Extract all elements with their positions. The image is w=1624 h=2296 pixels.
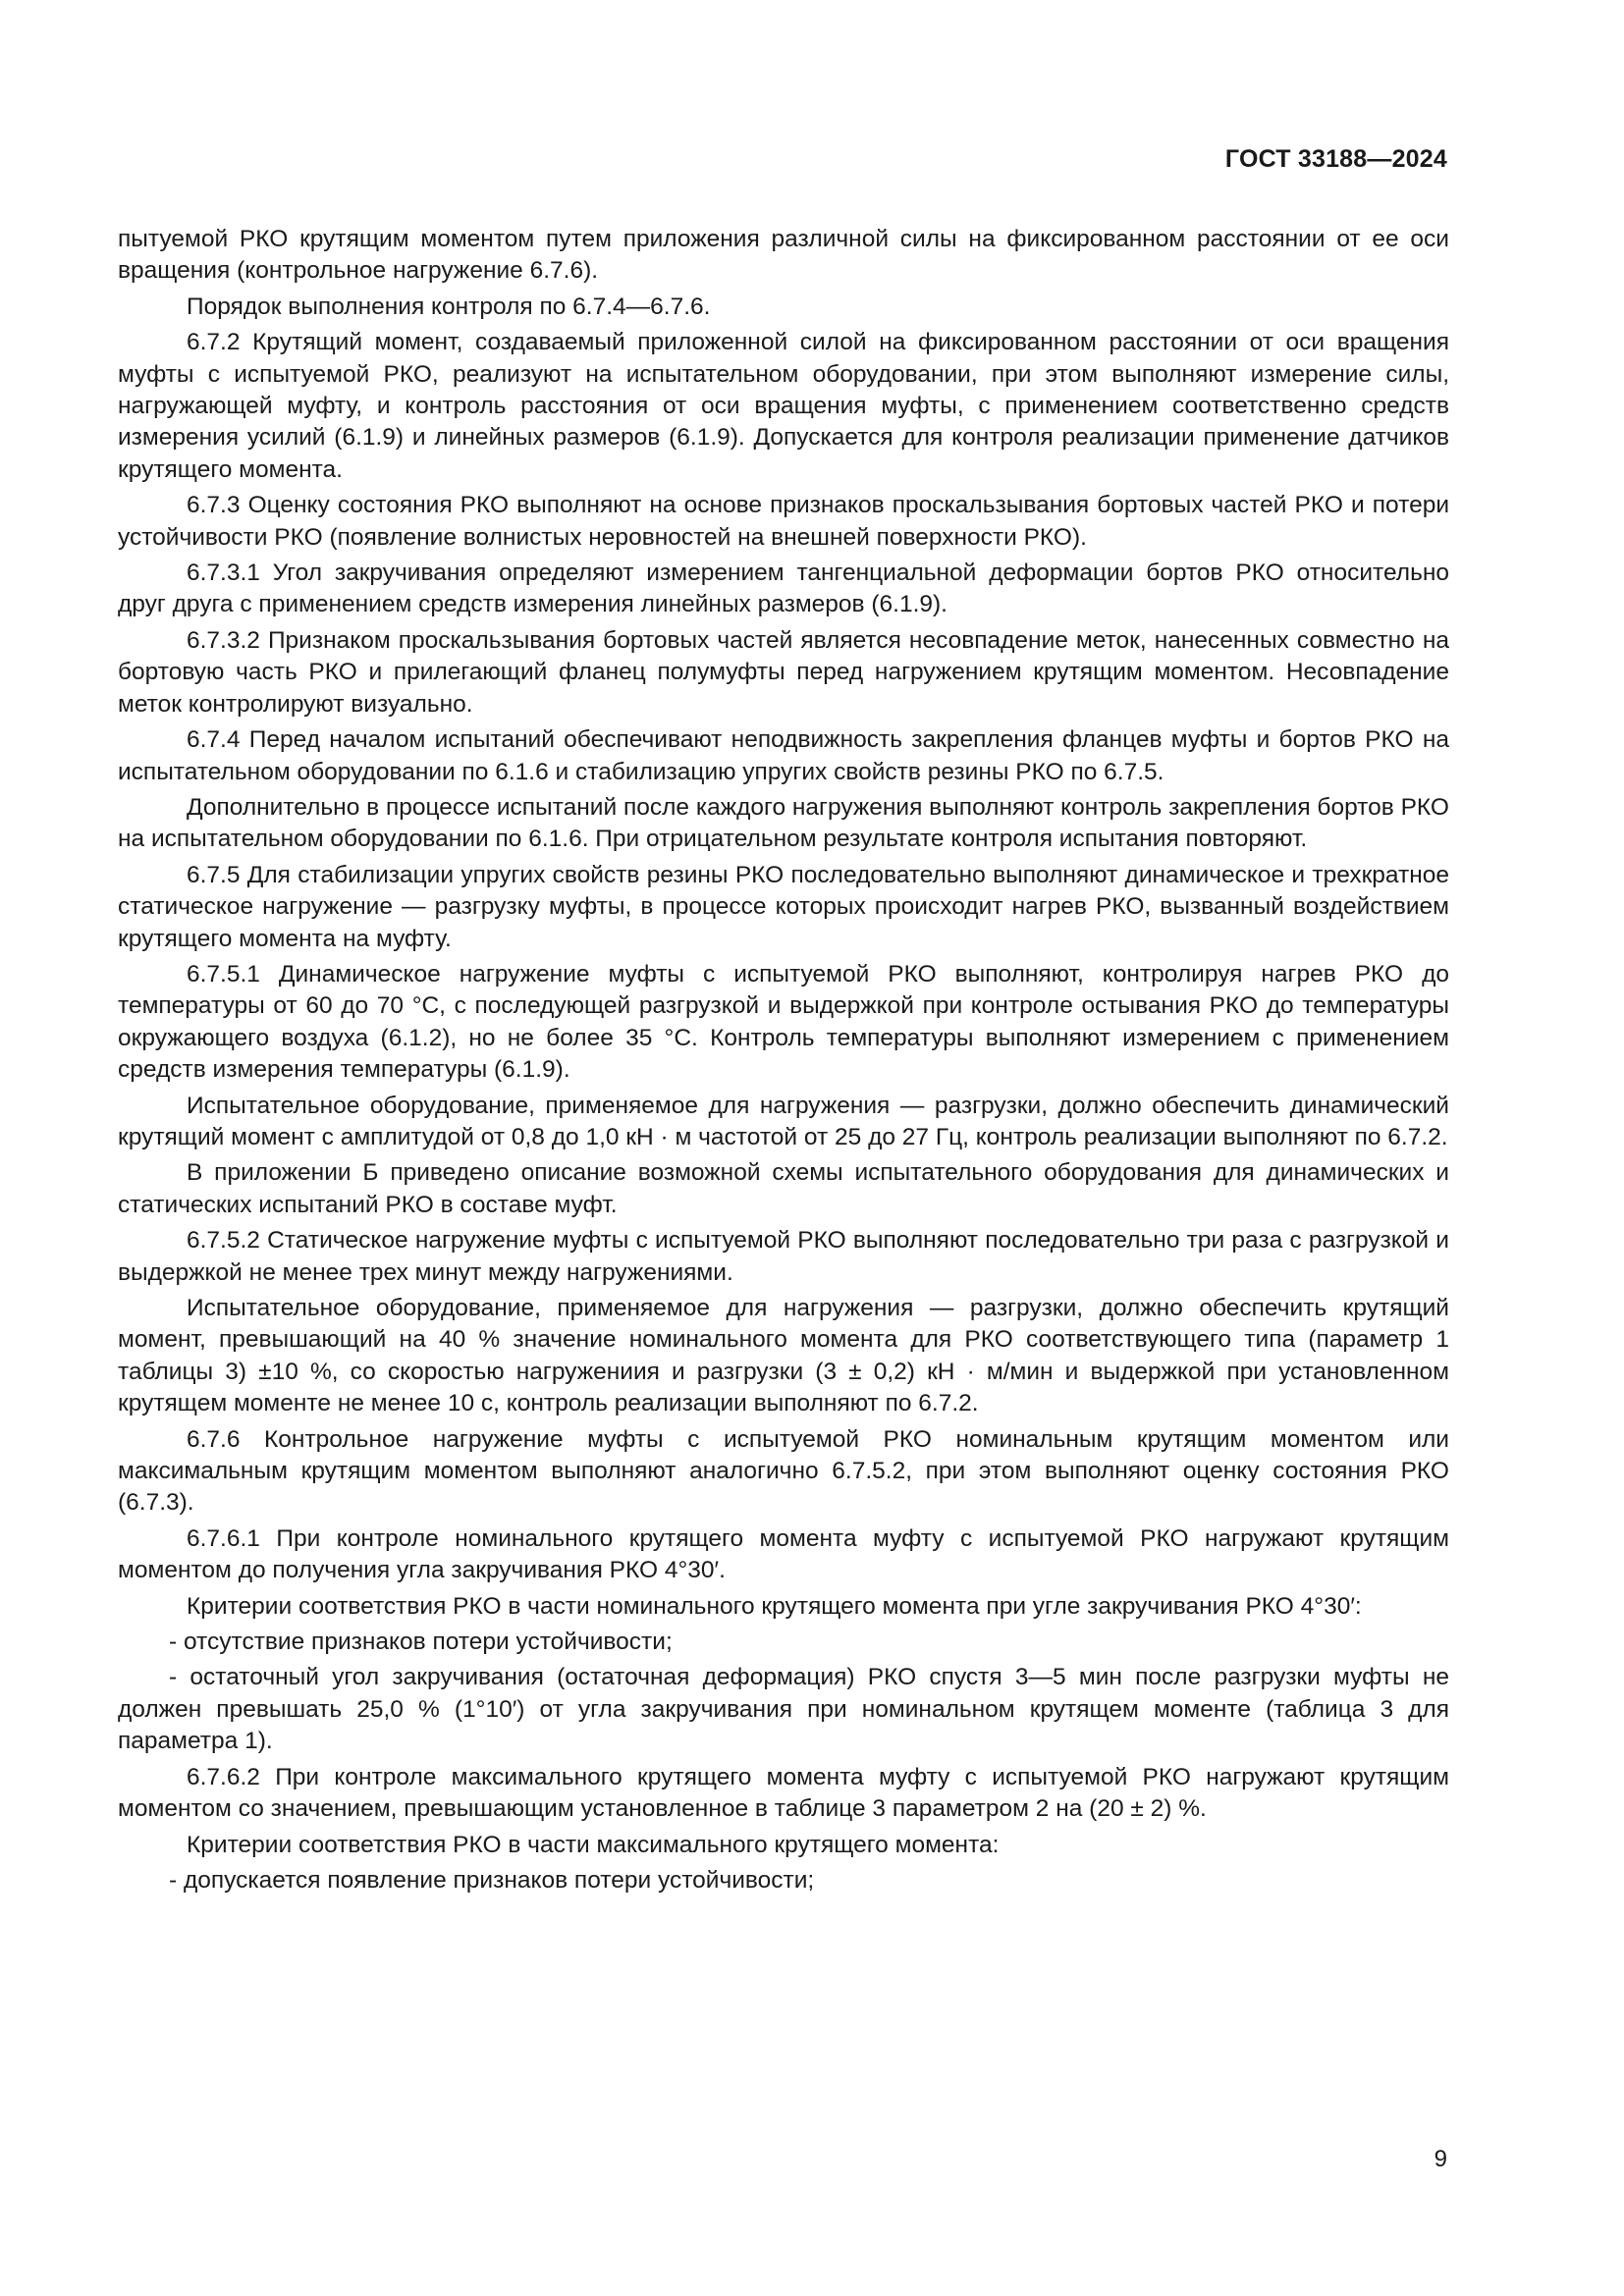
list-item: - отсутствие признаков потери устойчивости; (169, 1629, 673, 1656)
paragraph-static-equipment: Испытательное оборудование, применяемое для нагружения — разгрузки, должно обеспечить крутящий момент, превышающий на 40 % значение номинального момента для РКО соответствующего типа (параметр 1 таблицы 3) ±10 %, со скоростью нагружениия и разгрузки (3 ± 0,2) кН · м/мин и выдержкой при установленном крутящем моменте не менее 10 с, контроль реализации выполняют по 6.7.2. (118, 1295, 1449, 1417)
paragraph-appendix-b: В приложении Б приведено описание возможной схемы испытательного оборудования для динамических и статических испытаний РКО в составе муфт. (118, 1159, 1449, 1218)
list-item: - допускается появление признаков потери устойчивости; (169, 1866, 815, 1894)
paragraph-6-7-5-1: 6.7.5.1 Динамическое нагружение муфты с испытуемой РКО выполняют, контролируя нагрев РКО до температуры от 60 до 70 °С, с последующей разгрузкой и выдержкой при контроле остывания РКО до температуры окружающего воздуха (6.1.2), но не более 35 °С. Контроль температуры выполняют измерением с применением средств измерения температуры (6.1.9). (118, 960, 1449, 1084)
list-item: - остаточный угол закручивания (остаточная деформация) РКО спустя 3—5 мин после разгрузки муфты не должен превышать 25,0 % (1°10′) от угла закручивания при номинальном крутящем моменте (таблица 3 для параметра 1). (118, 1664, 1449, 1755)
document-header: ГОСТ 33188—2024 (1224, 145, 1447, 173)
paragraph-6-7-6-2: 6.7.6.2 При контроле максимального крутящего момента муфту с испытуемой РКО нагружают крутящим моментом со значением, превышающим установленное в таблице 3 параметром 2 на (20 ± 2) %. (118, 1763, 1449, 1823)
paragraph-6-7-6-1: 6.7.6.1 При контроле номинального крутящего момента муфту с испытуемой РКО нагружают крутящим моментом до получения угла закручивания РКО 4°30′. (118, 1524, 1449, 1584)
page-number: 9 (1434, 2146, 1447, 2172)
paragraph-6-7-4: 6.7.4 Перед началом испытаний обеспечивают неподвижность закрепления фланцев муфты и бортов РКО на испытательном оборудовании по 6.1.6 и стабилизацию упругих свойств резины РКО по 6.7.5. (118, 726, 1449, 785)
paragraph-6-7-6: 6.7.6 Контрольное нагружение муфты с испытуемой РКО номинальным крутящим моментом или максимальным крутящим моментом выполняют аналогично 6.7.5.2, при этом выполняют оценку состояния РКО (6.7.3). (118, 1425, 1449, 1517)
paragraph-6-7-5: 6.7.5 Для стабилизации упругих свойств резины РКО последовательно выполняют динамическое и трехкратное статическое нагружение — разгрузку муфты, в процессе которых происходит нагрев РКО, вызванный воздействием крутящего момента на муфту. (118, 861, 1449, 952)
document-body (118, 224, 1449, 1900)
paragraph-control-order: Порядок выполнения контроля по 6.7.4—6.7.6. (187, 293, 711, 320)
paragraph-6-7-3: 6.7.3 Оценку состояния РКО выполняют на основе признаков проскальзывания бортовых частей РКО и потери устойчивости РКО (появление волнистых неровностей на внешней поверхности РКО). (118, 492, 1449, 551)
paragraph-6-7-3-2: 6.7.3.2 Признаком проскальзывания бортовых частей является несовпадение меток, нанесенных совместно на бортовую часть РКО и прилегающий фланец полумуфты перед нагружением крутящим моментом. Несовпадение меток контролируют визуально. (118, 626, 1449, 718)
paragraph-6-7-3-1: 6.7.3.1 Угол закручивания определяют измерением тангенциальной деформации бортов РКО относительно друг друга с применением средств измерения линейных размеров (6.1.9). (118, 560, 1449, 618)
paragraph-maximum-criteria: Критерии соответствия РКО в части максимального крутящего момента: (187, 1831, 1000, 1858)
paragraph-dynamic-equipment: Испытательное оборудование, применяемое для нагружения — разгрузки, должно обеспечить динамический крутящий момент с амплитудой от 0,8 до 1,0 кН · м частотой от 25 до 27 Гц, контроль реализации выполняют по 6.7.2. (118, 1092, 1449, 1150)
paragraph-continuation: пытуемой РКО крутящим моментом путем приложения различной силы на фиксированном расстоянии от ее оси вращения (контрольное нагружение 6.7.6). (118, 226, 1449, 285)
paragraph-additional-control: Дополнительно в процессе испытаний после каждого нагружения выполняют контроль закрепления бортов РКО на испытательном оборудовании по 6.1.6. При отрицательном результате контроля испытания повторяют. (118, 793, 1449, 853)
paragraph-6-7-2: 6.7.2 Крутящий момент, создаваемый приложенной силой на фиксированном расстоянии от оси вращения муфты с испытуемой РКО, реализуют на испытательном оборудовании, при этом выполняют измерение силы, нагружающей муфту, и контроль расстояния от оси вращения муфты, с применением соответственно средств измерения усилий (6.1.9) и линейных размеров (6.1.9). Допускается для контроля реализации применение датчиков крутящего момента. (118, 329, 1449, 483)
paragraph-nominal-criteria: Критерии соответствия РКО в части номинального крутящего момента при угле закручивания РКО 4°30′: (187, 1592, 1362, 1620)
paragraph-6-7-5-2: 6.7.5.2 Статическое нагружение муфты с испытуемой РКО выполняют последовательно три раза с разгрузкой и выдержкой не менее трех минут между нагружениями. (118, 1227, 1449, 1286)
